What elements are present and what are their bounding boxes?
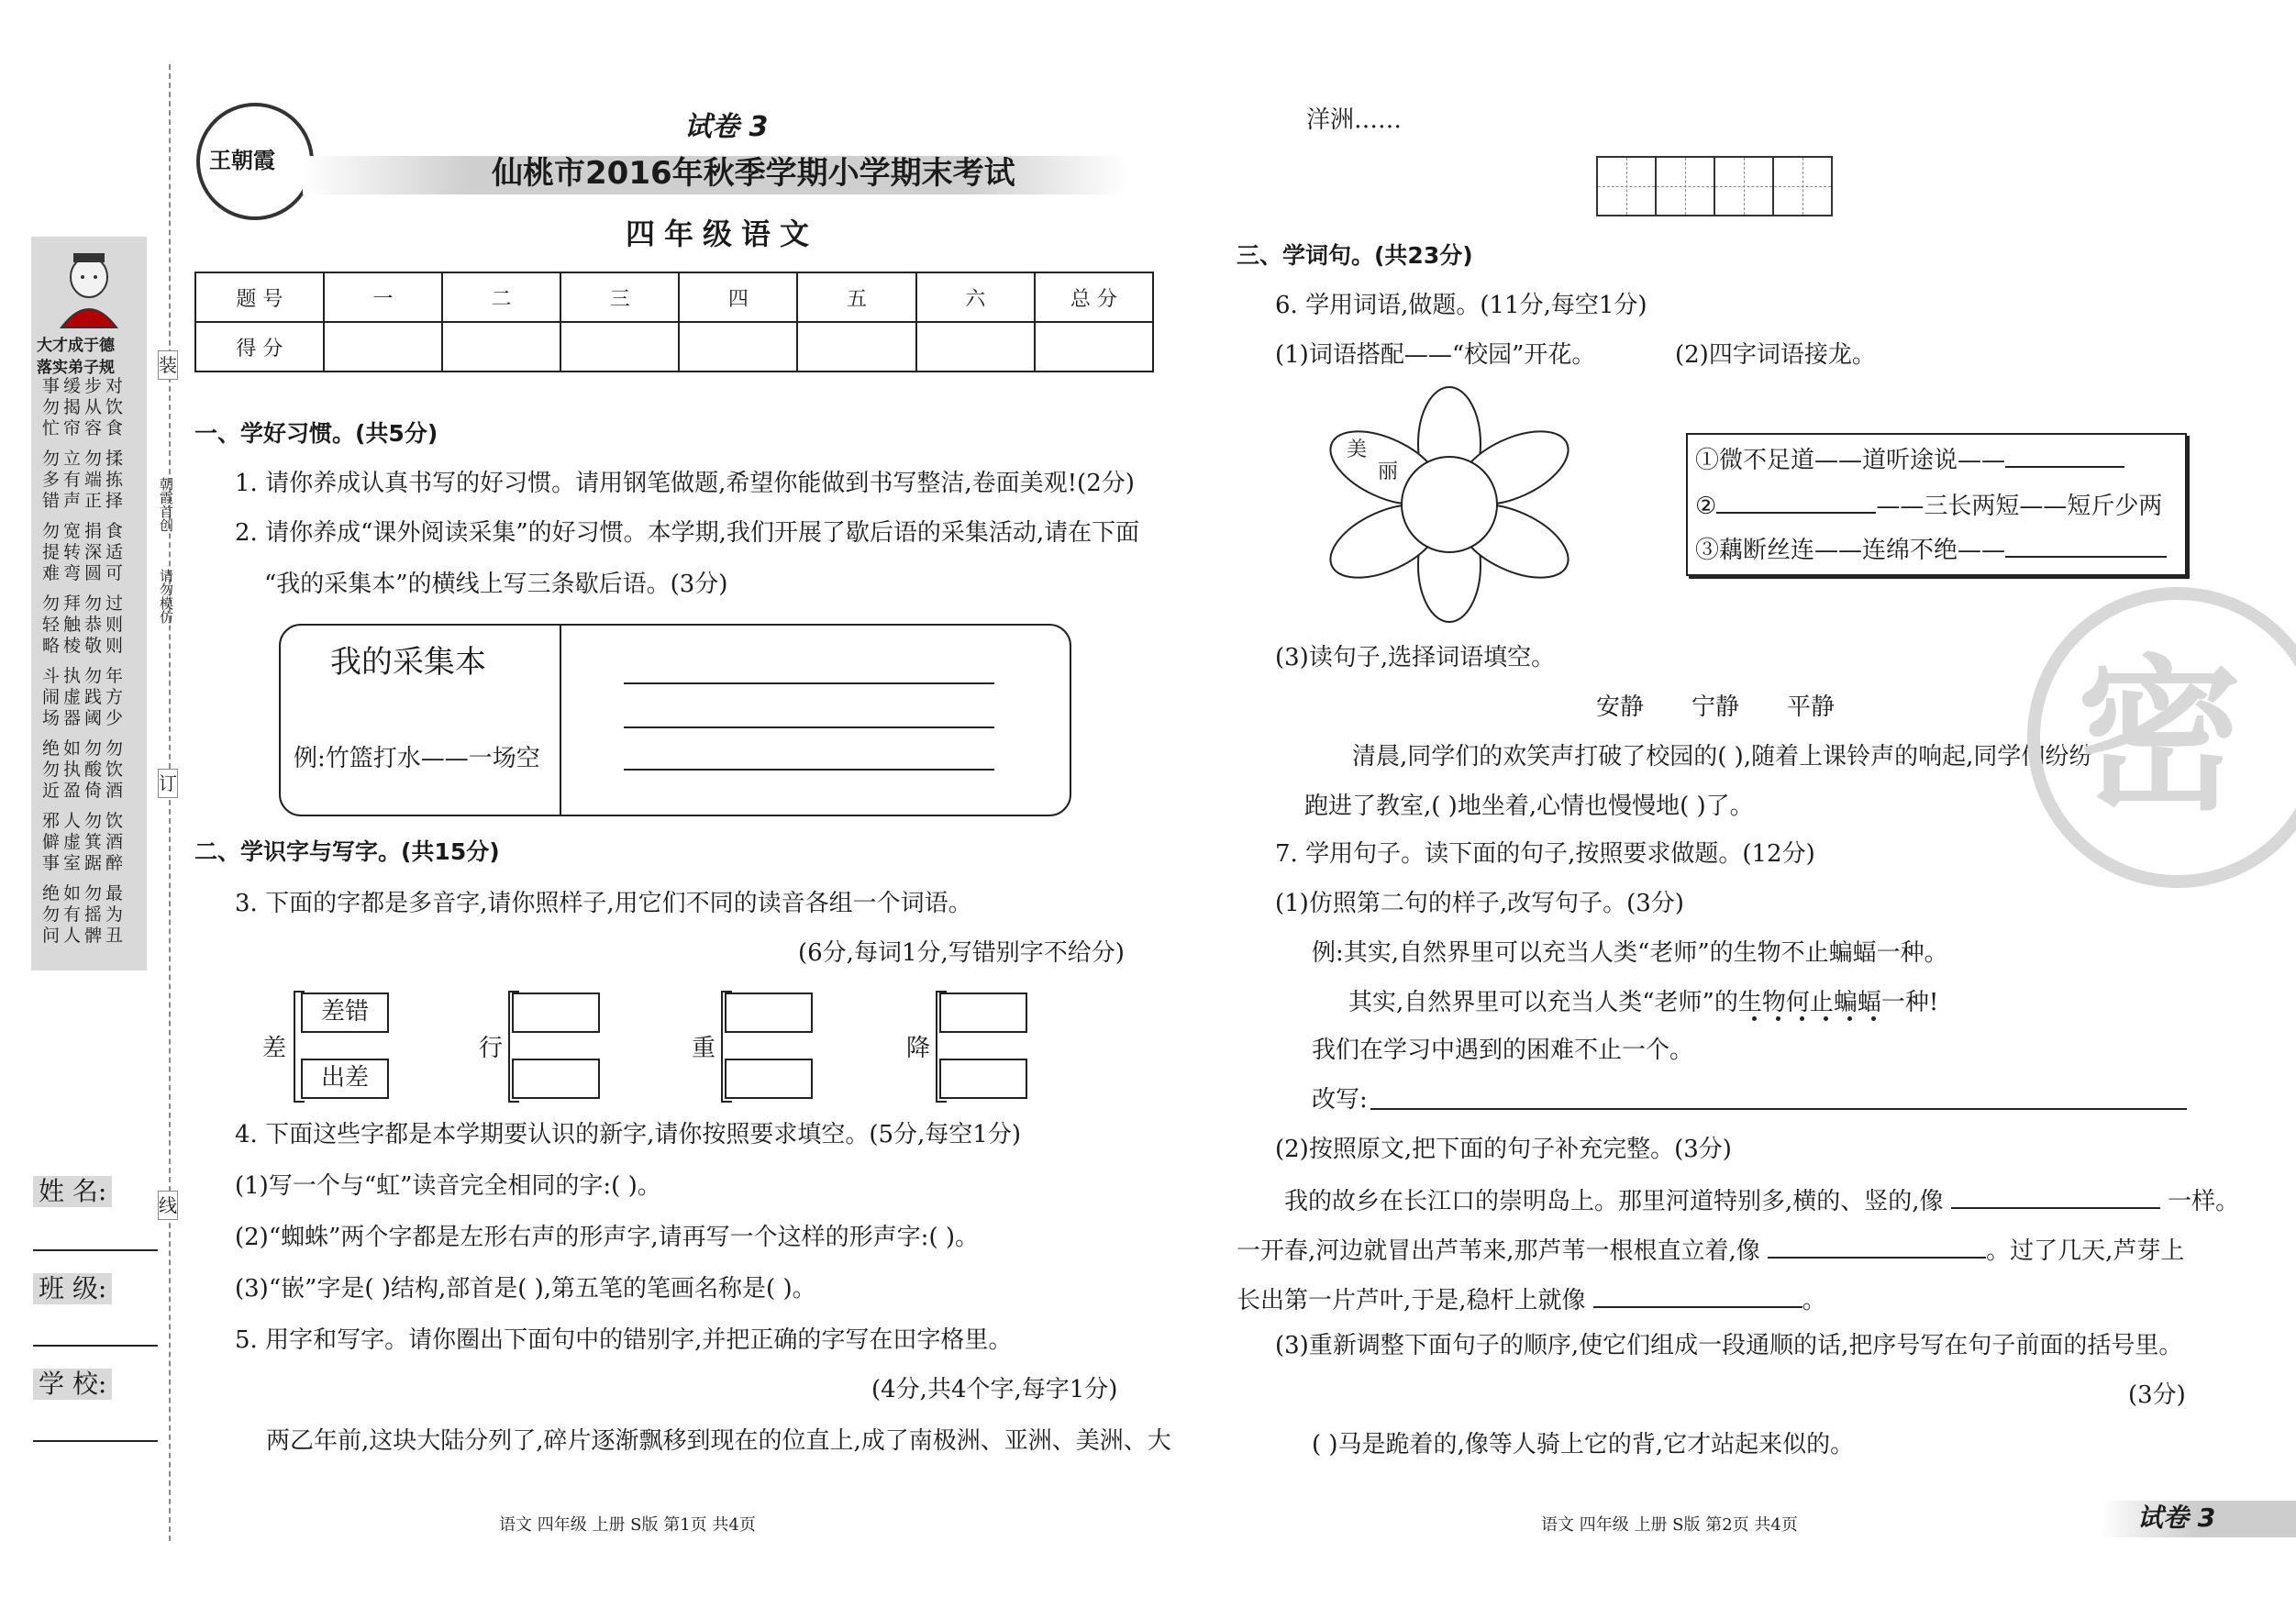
logo-text: 王朝霞 (209, 148, 275, 173)
emphasis-dot (1847, 1016, 1852, 1021)
answer-line-3[interactable] (624, 769, 994, 771)
sidebar-rule-line: 场器阈少 (42, 708, 128, 728)
sidebar-rule-line: 勿执酸饮 (42, 760, 128, 780)
word-box[interactable] (512, 1059, 600, 1099)
polyphone-char: 行 (479, 1035, 504, 1062)
score-header-cell: 总 分 (1035, 272, 1153, 322)
question-7-3-score: (3分) (2128, 1381, 2186, 1409)
sidebar-rule-line: 错声正择 (42, 491, 128, 511)
answer-blank[interactable] (2005, 444, 2124, 468)
word-choice-2: 宁静 (1691, 693, 1740, 721)
question-7-3: (3)重新调整下面句子的顺序,使它们组成一段通顺的话,把序号写在句子前面的括号里。 (1275, 1332, 2183, 1359)
score-cell[interactable] (324, 322, 442, 372)
score-cell[interactable] (560, 322, 679, 372)
sidebar-rule-line: 邪人勿饮 (42, 811, 128, 831)
question-4-1: (1)写一个与“虹”读音完全相同的字:( )。 (235, 1172, 661, 1200)
tianzige-grid[interactable] (1596, 156, 1836, 216)
answer-blank[interactable] (1593, 1284, 1802, 1308)
question-6-3: (3)读句子,选择词语填空。 (1275, 644, 1556, 671)
sidebar-motto-bottom: 落实弟子规 (37, 359, 115, 377)
sidebar-rule-line: 问人髀丑 (42, 926, 128, 946)
name-field[interactable] (33, 1249, 158, 1251)
example-sentence-3: 我们在学习中遇到的困难不止一个。 (1312, 1037, 1694, 1064)
question-7-1: (1)仿照第二句的样子,改写句子。(3分) (1275, 890, 1684, 917)
word-box[interactable] (725, 993, 813, 1033)
emphasis-dots (1348, 1016, 1991, 1024)
question-5-text: 两乙年前,这块大陆分列了,碎片逐渐飘移到现在的位直上,成了南极洲、亚洲、美洲、大 (266, 1427, 1171, 1455)
question-6-2: (2)四字词语接龙。 (1675, 341, 1876, 369)
idiom-chain-1: ①微不足道——道听途说—— (1695, 444, 2124, 474)
sidebar-rule-line: 难弯圆可 (42, 563, 128, 583)
confidential-stamp (2027, 587, 2296, 888)
sidebar-rule-line: 僻虚箕酒 (42, 832, 128, 852)
answer-line-2[interactable] (624, 726, 994, 728)
sidebar-rule-line: 绝如勿最 (42, 883, 128, 904)
question-1: 1. 请你养成认真书写的好习惯。请用钢笔做题,希望你能做到书写整洁,卷面美观!(2分) (235, 470, 1135, 497)
polyphone-char: 差 (262, 1035, 287, 1062)
section-2-heading: 二、学识字与写字。(共15分) (194, 838, 500, 865)
sidebar-rule-line: 勿宽捐食 (42, 521, 128, 541)
score-cell[interactable] (797, 322, 915, 372)
emphasis-dot (1776, 1016, 1780, 1021)
passage-line-1: 我的故乡在长江口的崇明岛上。那里河道特别多,横的、竖的,像 一样。 (1284, 1185, 2239, 1215)
idiom-chain-2: ② ——三长两短——短斤少两 (1695, 490, 2162, 520)
petal-word-1: 美 (1347, 438, 1368, 461)
question-6-3-text-1: 清晨,同学们的欢笑声打破了校园的( ),随着上课铃声的响起,同学们纷纷 (1352, 743, 2093, 771)
class-label: 班 级: (33, 1273, 112, 1304)
answer-blank[interactable] (1951, 1185, 2160, 1209)
word-box[interactable] (939, 1059, 1027, 1099)
question-6-3-text-2: 跑进了教室,( )地坐着,心情也慢慢地( )了。 (1304, 793, 1754, 820)
sidebar-rule-line: 勿立勿揉 (42, 449, 128, 469)
word-choice-1: 安静 (1596, 693, 1645, 721)
word-box[interactable] (512, 993, 600, 1033)
question-4: 4. 下面这些字都是本学期要认识的新字,请你按照要求填空。(5分,每空1分) (235, 1121, 1021, 1148)
score-cell[interactable] (1035, 322, 1153, 372)
sidebar-rule-line: 勿有摇为 (42, 904, 128, 925)
question-2-line-1: 2. 请你养成“课外阅读采集”的好习惯。本学期,我们开展了歇后语的采集活动,请在下面 (235, 519, 1140, 547)
sidebar-rule-line: 忙帘容食 (42, 418, 128, 438)
example-sentence-2: 其实,自然界里可以充当人类“老师”的生物何止蝙蝠一种! (1348, 989, 1939, 1016)
answer-blank[interactable] (1768, 1235, 1986, 1259)
margin-mark-xian: 线 (158, 1191, 178, 1220)
score-header-cell: 一 (324, 272, 442, 322)
idiom-chain-3: ③藕断丝连——连绵不绝—— (1695, 534, 2167, 564)
question-3: 3. 下面的字都是多音字,请你照样子,用它们不同的读音各组一个词语。 (235, 890, 972, 917)
collection-book-example: 例:竹篮打水——一场空 (294, 745, 540, 772)
school-field[interactable] (33, 1440, 158, 1442)
word-box[interactable]: 差错 (301, 993, 389, 1033)
score-cell[interactable] (679, 322, 797, 372)
word-choice-3: 平静 (1787, 693, 1836, 721)
question-4-2: (2)“蜘蛛”两个字都是左形右声的形声字,请再写一个这样的形声字:( )。 (235, 1224, 979, 1251)
question-6: 6. 学用词语,做题。(11分,每空1分) (1275, 292, 1647, 319)
sidebar-rule-line: 斗执勿年 (42, 666, 128, 686)
copyright-note-1: 朝霞首创 (158, 477, 174, 532)
question-4-3: (3)“嵌”字是( )结构,部首是( ),第五笔的笔画名称是( )。 (235, 1275, 816, 1303)
polyphone-char: 降 (906, 1035, 931, 1062)
subject-title: 四年级语文 (626, 216, 819, 251)
sidebar-rule-line: 事室踞醉 (42, 853, 128, 873)
sidebar-rule-line: 提转深适 (42, 542, 128, 562)
sidebar-rule-line: 多有端拣 (42, 470, 128, 490)
score-header-cell: 题 号 (195, 272, 324, 322)
passage-line-2: 一开春,河边就冒出芦苇来,那芦苇一根根直立着,像 。过了几天,芦芽上 (1237, 1235, 2184, 1265)
sidebar-rule-line: 勿揭从饮 (42, 397, 128, 417)
score-cell[interactable] (916, 322, 1035, 372)
class-field[interactable] (33, 1345, 158, 1347)
rewrite-label: 改写: (1312, 1086, 1368, 1114)
sidebar-rule-line: 略棱敬则 (42, 636, 128, 656)
emphasis-dot (1752, 1016, 1757, 1021)
question-7: 7. 学用句子。读下面的句子,按照要求做题。(12分) (1275, 840, 1815, 868)
rewrite-line[interactable] (1370, 1108, 2187, 1110)
stamp-character: 密 (2077, 641, 2243, 833)
answer-blank[interactable] (2005, 534, 2167, 558)
score-header-cell: 五 (797, 272, 915, 322)
score-table (194, 272, 1154, 372)
scholar-illustration (48, 240, 130, 332)
score-cell[interactable] (442, 322, 560, 372)
question-7-2: (2)按照原文,把下面的句子补充完整。(3分) (1275, 1136, 1732, 1163)
exam-badge: 试卷 3 (2137, 1503, 2216, 1533)
question-3-score: (6分,每词1分,写错别字不给分) (798, 939, 1125, 967)
sidebar-rule-line: 勿拜勿过 (42, 593, 128, 614)
sidebar-rules (42, 376, 143, 956)
answer-blank[interactable] (1716, 490, 1876, 514)
score-header-cell: 二 (442, 272, 560, 322)
publisher-logo (196, 103, 314, 220)
copyright-note-2: 请勿模仿 (158, 569, 174, 624)
emphasis-dot (1871, 1016, 1876, 1021)
example-sentence-1: 例:其实,自然界里可以充当人类“老师”的生物不止蝙蝠一种。 (1312, 939, 1948, 967)
exam-title: 仙桃市2016年秋季学期小学期末考试 (492, 155, 1015, 192)
score-cell[interactable]: 得 分 (195, 322, 324, 372)
question-2-line-2: “我的采集本”的横线上写三条歇后语。(3分) (264, 571, 728, 598)
exam-number: 试卷 3 (684, 111, 769, 143)
collection-book-title: 我的采集本 (330, 644, 486, 681)
page-2-footer: 语文 四年级 上册 S版 第2页 共4页 (1541, 1515, 1798, 1535)
petal-word-2: 丽 (1378, 460, 1399, 483)
school-label: 学 校: (33, 1369, 112, 1400)
score-header-cell: 四 (679, 272, 797, 322)
idiom-chain-box (1686, 433, 2187, 576)
word-box[interactable] (725, 1059, 813, 1099)
sidebar-rule-line: 事缓步对 (42, 376, 128, 396)
sidebar-rule-line: 闹虚践方 (42, 687, 128, 707)
sidebar-rule-line: 绝如勿勿 (42, 738, 128, 759)
reorder-sentence-1: ( )马是跪着的,像等人骑上它的背,它才站起来似的。 (1312, 1431, 1855, 1458)
flower-diagram (1321, 385, 1578, 624)
question-5-text-continued: 洋洲…… (1306, 106, 1403, 134)
sidebar-rule-line: 轻触恭则 (42, 615, 128, 635)
word-box[interactable]: 出差 (301, 1059, 389, 1099)
word-box[interactable] (939, 993, 1027, 1033)
polyphone-char: 重 (692, 1035, 716, 1062)
question-5-score: (4分,共4个字,每字1分) (871, 1376, 1118, 1403)
question-5: 5. 用字和写字。请你圈出下面句中的错别字,并把正确的字写在田字格里。 (235, 1326, 1013, 1354)
score-header-cell: 六 (916, 272, 1035, 322)
sidebar-rule-line: 近盈倚酒 (42, 781, 128, 801)
question-6-1: (1)词语搭配——“校园”开花。 (1275, 341, 1596, 369)
score-header-cell: 三 (560, 272, 679, 322)
sidebar-motto-top: 大才成于德 (37, 337, 115, 355)
collection-book (279, 624, 1071, 816)
section-3-heading: 三、学词句。(共23分) (1237, 242, 1473, 269)
emphasis-dot (1800, 1016, 1804, 1021)
section-1-heading: 一、学好习惯。(共5分) (194, 420, 438, 447)
margin-mark-zhuang: 装 (158, 350, 178, 380)
answer-line-1[interactable] (624, 682, 994, 684)
page-1-footer: 语文 四年级 上册 S版 第1页 共4页 (499, 1515, 756, 1535)
name-label: 姓 名: (33, 1176, 112, 1207)
passage-line-3: 长出第一片芦叶,于是,稳杆上就像 。 (1237, 1284, 1826, 1314)
binding-line (169, 64, 171, 1541)
margin-mark-ding: 订 (158, 769, 178, 798)
emphasis-dot (1824, 1016, 1828, 1021)
